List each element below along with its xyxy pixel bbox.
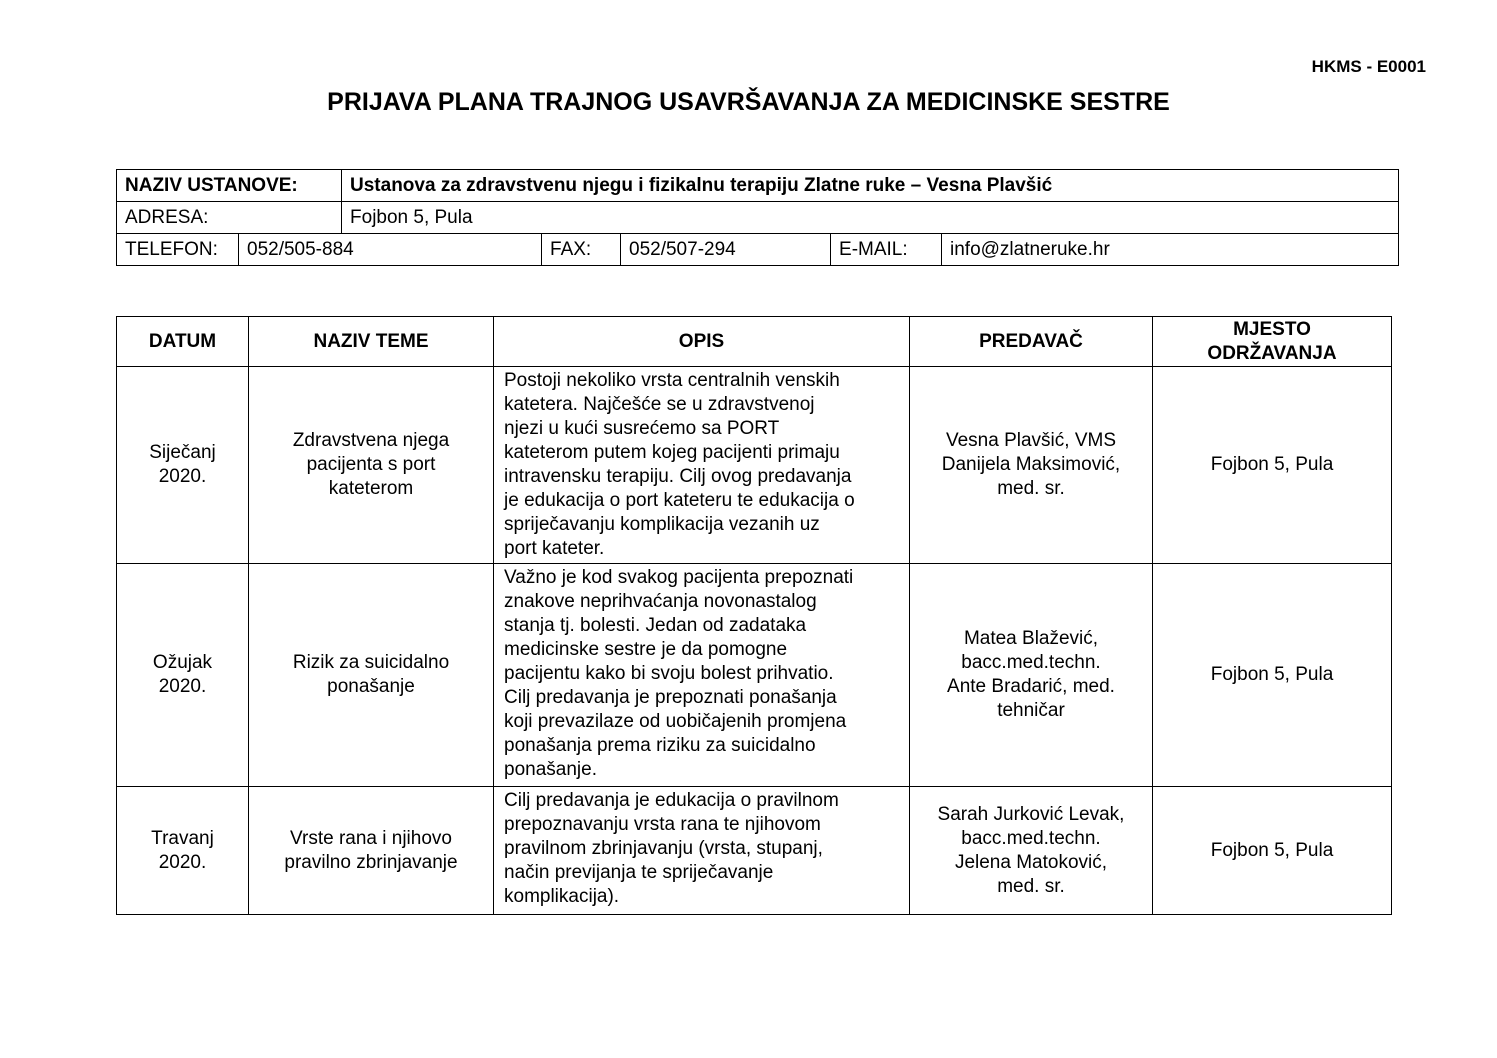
location-cell: Fojbon 5, Pula <box>1153 367 1392 564</box>
fax-label: FAX: <box>542 234 621 266</box>
education-plan-table <box>116 316 1392 915</box>
table-row <box>117 367 1392 564</box>
email-value: info@zlatneruke.hr <box>942 234 1399 266</box>
institution-address-row <box>117 202 1399 234</box>
description-cell: Važno je kod svakog pacijenta prepoznati znakove neprihvaćanja novonastalog stanja tj. bolesti. Jedan od zadataka medicinske sestre je da pomogne pacijentu kako bi svoju bolest prihvatio. Cilj predavanja je prepoznati ponašanja koji prevazilaze od uobičajenih promjena ponašanja prema riziku za suicidalno ponašanje. <box>494 564 910 787</box>
institution-name-value: Ustanova za zdravstvenu njegu i fizikalnu terapiju Zlatne ruke – Vesna Plavšić <box>342 170 1399 202</box>
institution-name-row <box>117 170 1399 202</box>
column-header-description: OPIS <box>494 317 910 367</box>
email-label: E-MAIL: <box>831 234 942 266</box>
date-cell: Siječanj 2020. <box>117 367 249 564</box>
lecturer-cell: Vesna Plavšić, VMS Danijela Maksimović, med. sr. <box>910 367 1153 564</box>
phone-label: TELEFON: <box>117 234 239 266</box>
address-value: Fojbon 5, Pula <box>342 202 1399 234</box>
topic-cell: Vrste rana i njihovo pravilno zbrinjavanje <box>249 787 494 915</box>
table-row <box>117 564 1392 787</box>
location-cell: Fojbon 5, Pula <box>1153 787 1392 915</box>
column-header-date: DATUM <box>117 317 249 367</box>
description-cell: Postoji nekoliko vrsta centralnih venskih katetera. Najčešće se u zdravstvenoj njezi u kući susrećemo sa PORT kateterom putem kojeg pacijenti primaju intravensku terapiju. Cilj ovog predavanja je edukacija o port kateteru te edukacija o spriječavanju komplikacija vezanih uz port kateter. <box>494 367 910 564</box>
institution-name-label: NAZIV USTANOVE: <box>117 170 342 202</box>
phone-value: 052/505-884 <box>239 234 542 266</box>
lecturer-cell: Sarah Jurković Levak, bacc.med.techn. Jelena Matoković, med. sr. <box>910 787 1153 915</box>
description-cell: Cilj predavanja je edukacija o pravilnom prepoznavanju vrsta rana te njihovom pravilnom zbrinjavanju (vrsta, stupanj, način previjanja te spriječavanje komplikacija). <box>494 787 910 915</box>
date-cell: Ožujak 2020. <box>117 564 249 787</box>
plan-header-row <box>117 317 1392 367</box>
location-cell: Fojbon 5, Pula <box>1153 564 1392 787</box>
column-header-topic: NAZIV TEME <box>249 317 494 367</box>
column-header-location: MJESTO ODRŽAVANJA <box>1153 317 1392 367</box>
fax-value: 052/507-294 <box>621 234 831 266</box>
lecturer-cell: Matea Blažević, bacc.med.techn. Ante Bradarić, med. tehničar <box>910 564 1153 787</box>
document-code: HKMS - E0001 <box>1311 57 1426 76</box>
address-label: ADRESA: <box>117 202 342 234</box>
topic-cell: Rizik za suicidalno ponašanje <box>249 564 494 787</box>
table-row <box>117 787 1392 915</box>
document-title: PRIJAVA PLANA TRAJNOG USAVRŠAVANJA ZA MEDICINSKE SESTRE <box>327 88 1170 116</box>
institution-contact-row <box>117 234 1399 266</box>
date-cell: Travanj 2020. <box>117 787 249 915</box>
column-header-lecturer: PREDAVAČ <box>910 317 1153 367</box>
institution-info-table <box>116 169 1399 266</box>
topic-cell: Zdravstvena njega pacijenta s port kateterom <box>249 367 494 564</box>
